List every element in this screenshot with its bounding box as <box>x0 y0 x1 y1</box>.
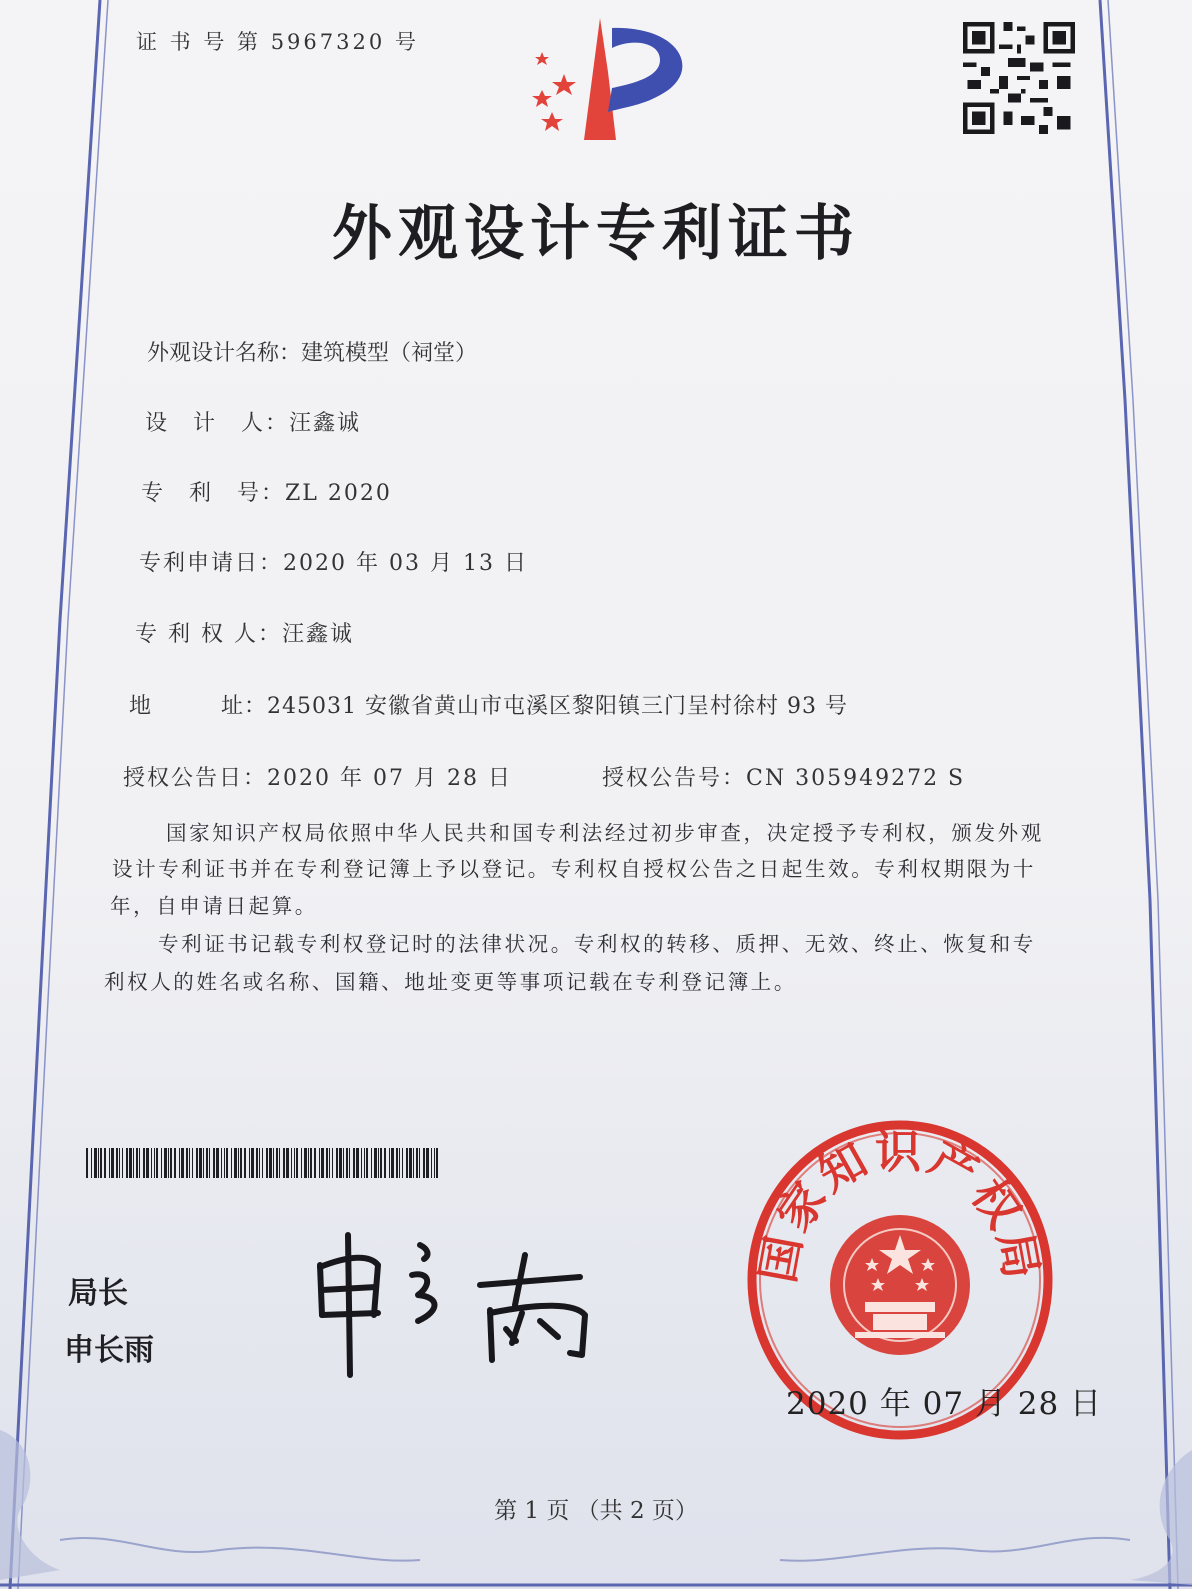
field-grant-number <box>602 761 965 792</box>
field-label: 地 址： <box>129 694 268 719</box>
field-label: 专 利 权 人： <box>135 622 282 647</box>
body-paragraph-1-line-1: 国家知识产权局依照中华人民共和国专利法经过初步审查，决定授予专利权，颁发外观 <box>166 821 1044 845</box>
chief-title: 局长 <box>68 1276 128 1311</box>
field-value: 汪鑫诚 <box>289 411 362 436</box>
field-label: 专 利 号： <box>141 481 286 506</box>
field-design-name <box>147 336 477 367</box>
qr-code-icon <box>962 22 1076 134</box>
body-paragraph-1-line-2: 设计专利证书并在专利登记簿上予以登记。专利权自授权公告之日起生效。专利权期限为十 <box>112 857 1036 881</box>
cnipa-logo-icon <box>512 12 712 144</box>
page-number: 第 1 页 （共 2 页） <box>494 1498 698 1524</box>
field-value: 2020 年 07 月 28 日 <box>267 766 512 791</box>
field-value: 建筑模型（祠堂） <box>301 341 478 366</box>
field-patent-number <box>141 476 392 507</box>
field-label: 设 计 人： <box>145 411 290 436</box>
field-value: 245031 安徽省黄山市屯溪区黎阳镇三门呈村徐村 93 号 <box>267 694 848 719</box>
decorative-pattern-icon <box>0 1390 1192 1589</box>
field-label: 专利申请日： <box>139 551 284 576</box>
seal-date: 2020 年 07 月 28 日 <box>786 1386 1103 1422</box>
body-paragraph-1-line-3: 年，自申请日起算。 <box>110 894 318 918</box>
chief-name: 申长雨 <box>64 1333 154 1368</box>
certificate-title: 外观设计专利证书 <box>332 199 860 269</box>
body-paragraph-2-line-1: 专利证书记载专利权登记时的法律状况。专利权的转移、质押、无效、终止、恢复和专 <box>158 932 1036 956</box>
field-address <box>129 689 848 720</box>
signature-icon <box>300 1225 630 1390</box>
body-paragraph-2-line-2: 利权人的姓名或名称、国籍、地址变更等事项记载在专利登记簿上。 <box>104 970 797 994</box>
seal-text: 国家知识产权局 <box>750 1124 1050 1287</box>
field-label: 授权公告日： <box>123 766 268 791</box>
field-patentee <box>135 617 354 648</box>
field-label: 授权公告号： <box>602 766 747 791</box>
field-grant-date <box>123 761 512 792</box>
field-value: 2020 年 03 月 13 日 <box>283 551 528 576</box>
field-value: 汪鑫诚 <box>281 622 354 647</box>
field-designer <box>145 406 361 437</box>
field-filing-date <box>139 546 528 577</box>
field-label: 外观设计名称： <box>147 341 302 366</box>
field-value: ZL 2020 <box>285 481 392 506</box>
field-value: CN 305949272 S <box>746 766 966 791</box>
certificate-number: 证 书 号 第 5967320 号 <box>136 30 419 54</box>
barcode-icon <box>86 1148 442 1178</box>
